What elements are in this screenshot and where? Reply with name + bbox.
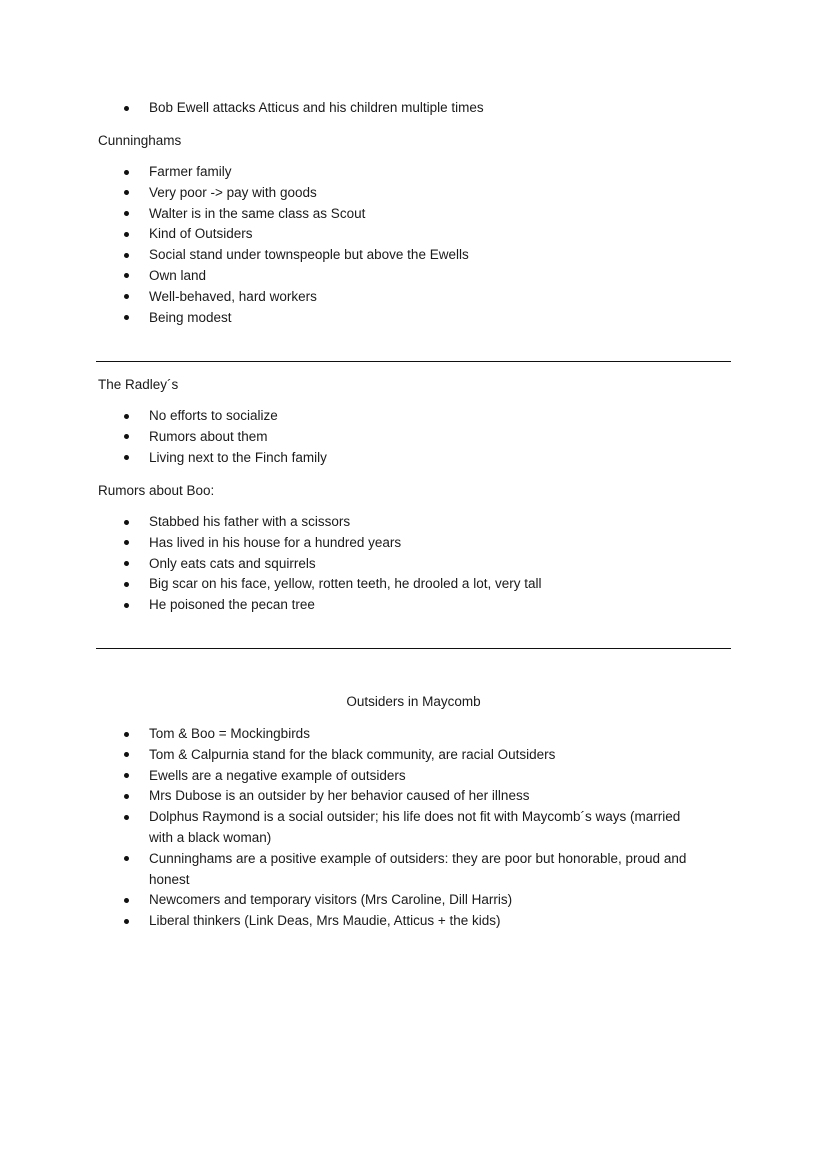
list-item: Stabbed his father with a scissors <box>120 512 720 533</box>
list-item: No efforts to socialize <box>120 406 720 427</box>
list-item: Ewells are a negative example of outsiders <box>120 766 695 787</box>
list-item: Bob Ewell attacks Atticus and his children multiple times <box>120 98 720 119</box>
list-item: Walter is in the same class as Scout <box>120 204 720 225</box>
list-item: Has lived in his house for a hundred years <box>120 533 720 554</box>
section-heading-radleys: The Radley´s <box>98 377 179 392</box>
outsiders-list <box>120 724 695 932</box>
list-item: Dolphus Raymond is a social outsider; his life does not fit with Maycomb´s ways (married with a black woman) <box>120 807 695 849</box>
radleys-list <box>120 406 720 468</box>
section-heading-boo: Rumors about Boo: <box>98 483 215 498</box>
list-item: Well-behaved, hard workers <box>120 287 720 308</box>
list-item: Rumors about them <box>120 427 720 448</box>
ewell-list <box>120 98 720 119</box>
list-item: Farmer family <box>120 162 720 183</box>
list-item: Liberal thinkers (Link Deas, Mrs Maudie, Atticus + the kids) <box>120 911 695 932</box>
list-item: Newcomers and temporary visitors (Mrs Caroline, Dill Harris) <box>120 890 695 911</box>
list-item: Very poor -> pay with goods <box>120 183 720 204</box>
list-item: Being modest <box>120 308 720 329</box>
list-item: Living next to the Finch family <box>120 448 720 469</box>
list-item: Cunninghams are a positive example of outsiders: they are poor but honorable, proud and honest <box>120 849 695 891</box>
section-heading-cunninghams: Cunninghams <box>98 133 182 148</box>
divider-line <box>96 648 731 649</box>
boo-rumors-list <box>120 512 720 616</box>
list-item: Big scar on his face, yellow, rotten teeth, he drooled a lot, very tall <box>120 574 720 595</box>
list-item: Tom & Boo = Mockingbirds <box>120 724 695 745</box>
list-item: Own land <box>120 266 720 287</box>
divider-line <box>96 361 731 362</box>
list-item: He poisoned the pecan tree <box>120 595 720 616</box>
list-item: Social stand under townspeople but above the Ewells <box>120 245 720 266</box>
list-item: Only eats cats and squirrels <box>120 554 720 575</box>
section-title-outsiders: Outsiders in Maycomb <box>346 694 481 709</box>
cunninghams-list <box>120 162 720 328</box>
list-item: Tom & Calpurnia stand for the black community, are racial Outsiders <box>120 745 695 766</box>
list-item: Kind of Outsiders <box>120 224 720 245</box>
list-item: Mrs Dubose is an outsider by her behavior caused of her illness <box>120 786 695 807</box>
